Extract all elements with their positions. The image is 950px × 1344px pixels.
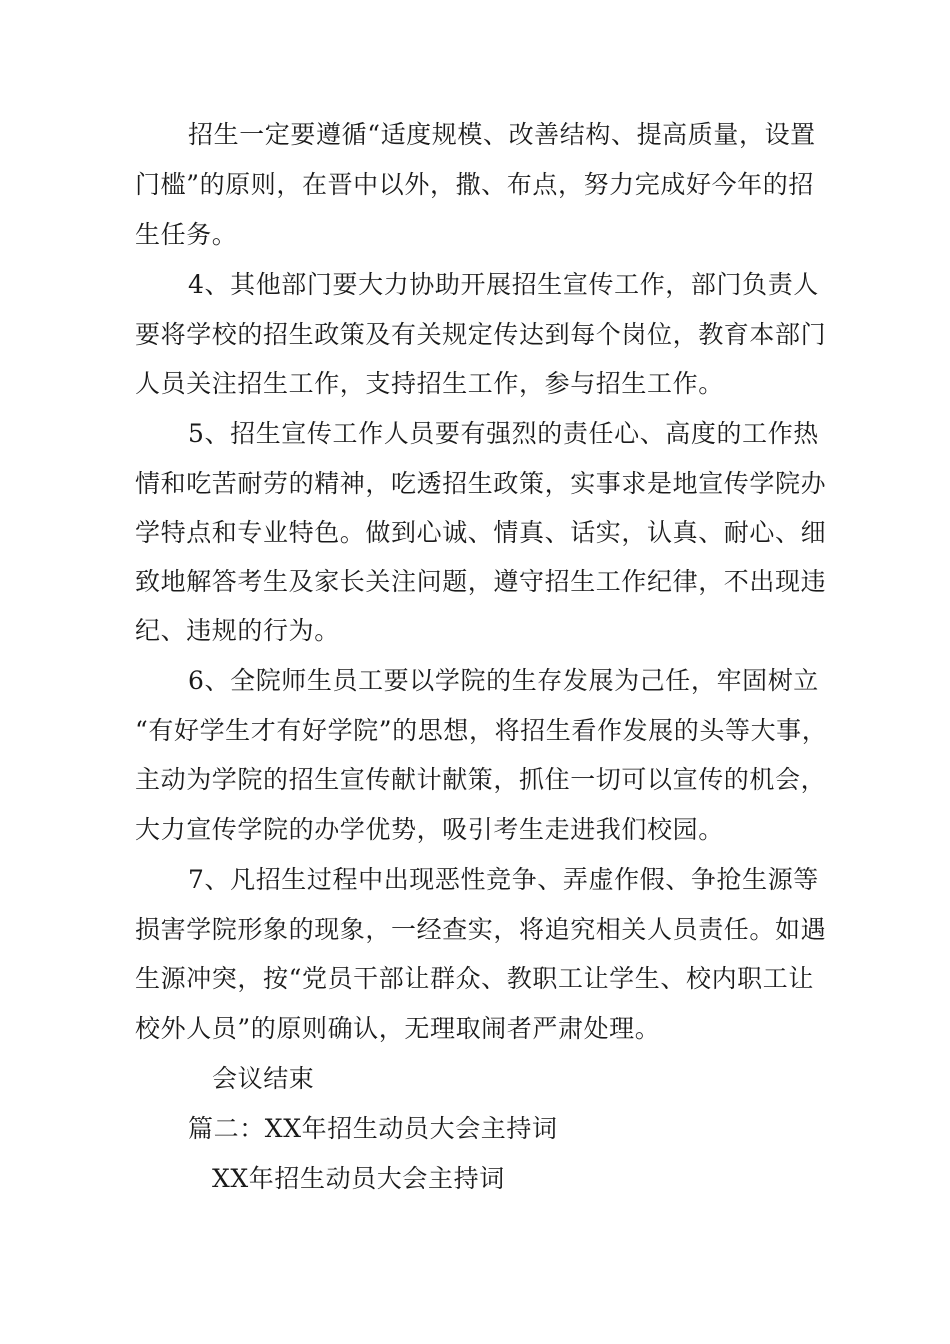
paragraph-4-line-2: “有好学生才有好学院”的思想，将招生看作发展的头等大事， (135, 716, 828, 745)
paragraph-5-line-3: 生源冲突，按“党员干部让群众、教职工让学生、校内职工让 (135, 964, 814, 993)
paragraph-4-line-4: 大力宣传学院的办学优势，吸引考生走进我们校园。 (135, 815, 724, 844)
paragraph-3-line-1: 5、招生宣传工作人员要有强烈的责任心、高度的工作热 (188, 419, 819, 448)
section-title: XX年招生动员大会主持词 (212, 1164, 505, 1193)
paragraph-5-line-2: 损害学院形象的现象，一经查实，将追究相关人员责任。如遇 (135, 915, 827, 944)
paragraph-1-line-3: 生任务。 (135, 220, 238, 249)
section-heading: 篇二：XX年招生动员大会主持词 (188, 1114, 558, 1143)
paragraph-2-line-1: 4、其他部门要大力协助开展招生宣传工作，部门负责人 (188, 270, 819, 299)
paragraph-4-line-1: 6、全院师生员工要以学院的生存发展为己任，牢固树立 (188, 666, 819, 695)
paragraph-3-line-3: 学特点和专业特色。做到心诚、情真、话实，认真、耐心、细 (135, 518, 827, 547)
paragraph-4-line-3: 主动为学院的招生宣传献计献策，抓住一切可以宣传的机会， (135, 765, 827, 794)
paragraph-1-line-1: 招生一定要遵循“适度规模、改善结构、提高质量，设置 (188, 120, 816, 149)
paragraph-3-line-4: 致地解答考生及家长关注问题，遵守招生工作纪律，不出现违 (135, 567, 827, 596)
paragraph-3-line-5: 纪、违规的行为。 (135, 616, 340, 645)
paragraph-2-line-2: 要将学校的招生政策及有关规定传达到每个岗位，教育本部门 (135, 320, 827, 349)
paragraph-5-line-4: 校外人员”的原则确认，无理取闹者严肃处理。 (135, 1014, 661, 1043)
paragraph-2-line-3: 人员关注招生工作，支持招生工作，参与招生工作。 (135, 369, 724, 398)
paragraph-5-line-1: 7、凡招生过程中出现恶性竞争、弄虚作假、争抢生源等 (188, 865, 819, 894)
closing-text: 会议结束 (212, 1064, 315, 1093)
paragraph-3-line-2: 情和吃苦耐劳的精神，吃透招生政策，实事求是地宣传学院办 (135, 469, 827, 498)
paragraph-1-line-2: 门槛”的原则，在晋中以外，撒、布点，努力完成好今年的招 (135, 170, 814, 199)
